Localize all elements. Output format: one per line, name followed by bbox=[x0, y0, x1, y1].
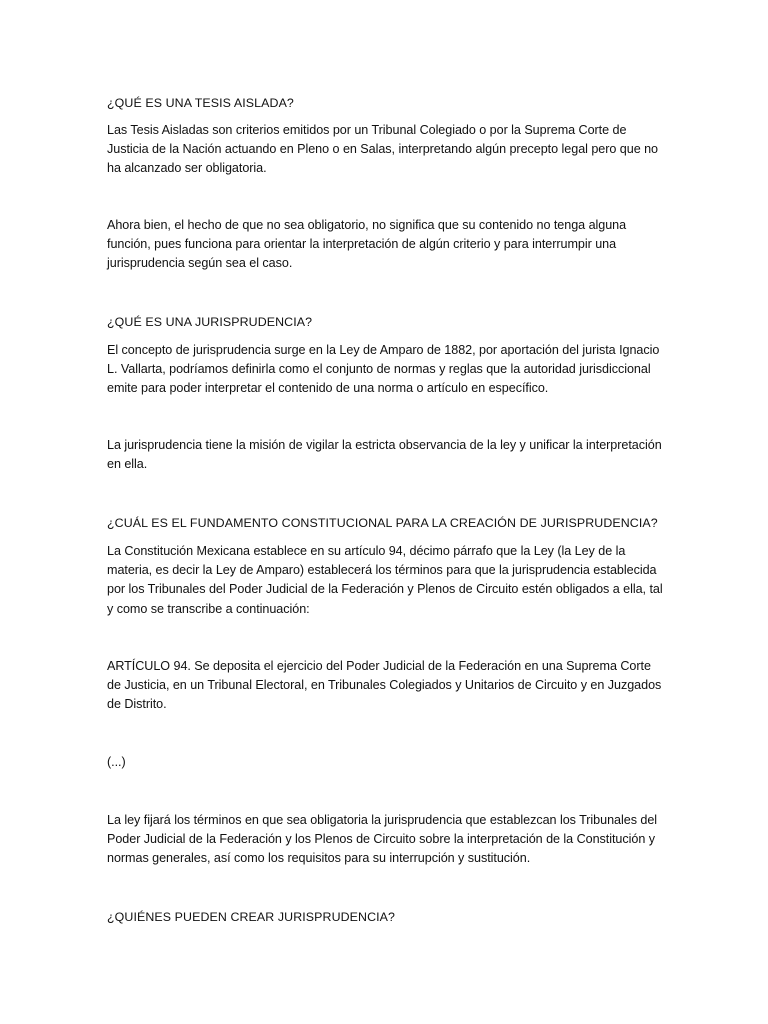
paragraph-tesis-funcion: Ahora bien, el hecho de que no sea obligatorio, no significa que su contenido no tenga alguna función, pues funciona para orientar la interpretación de algún criterio y para interrumpir una jurisprudencia según sea el caso. bbox=[107, 218, 627, 271]
heading-quienes-crean: ¿QUIÉNES PUEDEN CREAR JURISPRUDENCIA? bbox=[107, 910, 396, 924]
heading-jurisprudencia: ¿QUÉ ES UNA JURISPRUDENCIA? bbox=[107, 315, 313, 329]
heading-fundamento-constitucional: ¿CUÁL ES EL FUNDAMENTO CONSTITUCIONAL PARA LA CREACIÓN DE JURISPRUDENCIA? bbox=[107, 516, 658, 530]
paragraph-tesis-definicion: Las Tesis Aisladas son criterios emitidos por un Tribunal Colegiado o por la Suprema Corte de Justicia de la Nación actuando en Pleno o en Salas, interpretando algún precepto legal pero que no ha alcanzado ser obligatoria. bbox=[107, 123, 659, 176]
heading-tesis-aislada: ¿QUÉ ES UNA TESIS AISLADA? bbox=[107, 96, 294, 110]
paragraph-articulo-94: ARTÍCULO 94. Se deposita el ejercicio del Poder Judicial de la Federación en una Suprema Corte de Justicia, en un Tribunal Electoral, en Tribunales Colegiados y Unitarios de Circuito y en Juzgados de Distrito. bbox=[107, 659, 662, 712]
paragraph-ley-terminos: La ley fijará los términos en que sea obligatoria la jurisprudencia que establezcan los Tribunales del Poder Judicial de la Federación y los Plenos de Circuito sobre la interpretación de la Constitución y normas generales, así como los requisitos para su interrupción y sustitución. bbox=[107, 813, 658, 866]
paragraph-jurisprudencia-concepto: El concepto de jurisprudencia surge en la Ley de Amparo de 1882, por aportación del jurista Ignacio L. Vallarta, podríamos definirla como el conjunto de normas y reglas que la autoridad jurisdiccional emite para poder interpretar el contenido de una norma o artículo en específico. bbox=[107, 343, 660, 396]
paragraph-ellipsis: (...) bbox=[107, 755, 126, 769]
paragraph-jurisprudencia-mision: La jurisprudencia tiene la misión de vigilar la estricta observancia de la ley y unificar la interpretación en ella. bbox=[107, 438, 662, 472]
paragraph-constitucion: La Constitución Mexicana establece en su artículo 94, décimo párrafo que la Ley (la Ley de la materia, es decir la Ley de Amparo) establecerá los términos para que la jurisprudencia establecida por los Tribunales del Poder Judicial de la Federación y Plenos de Circuito estén obligados a ella, tal y como se transcribe a continuación: bbox=[107, 544, 663, 616]
